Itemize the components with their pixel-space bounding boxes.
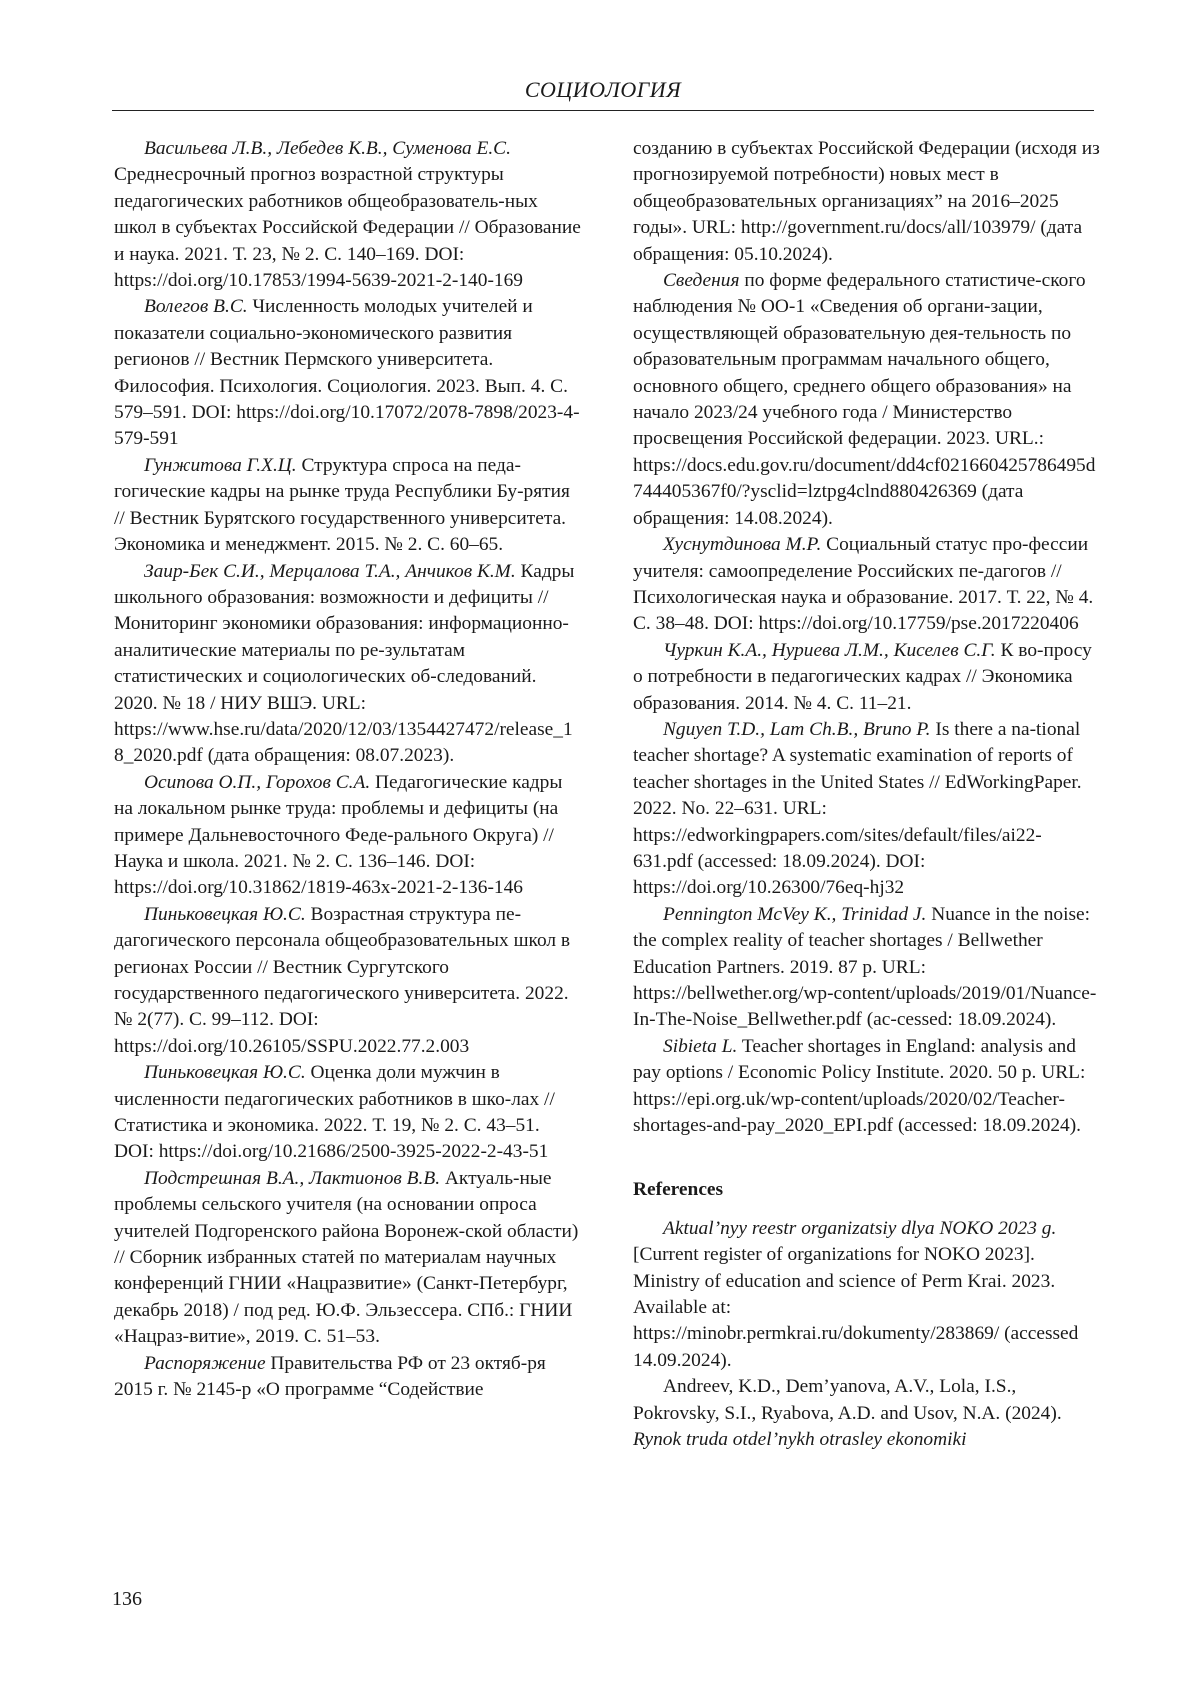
reference-text: созданию в субъектах Российской Федерации (исходя из прогнозируемой потребности) новых мест в общеобразовательных организациях” на 2016–2025 годы». URL: http://government.ru/docs/all/103979/ (дата обращения: 05.10.2024). [633,138,1100,265]
reference-entry [114,453,582,559]
reference-authors: Заир-Бек С.И., Мерцалова Т.А., Анчиков К.М. [144,561,516,582]
reference-entry [114,136,582,294]
header-rule [112,110,1094,111]
reference-title: Aktual’nyy reestr organizatsiy dlya NOKO 2023 g. [663,1218,1056,1239]
reference-text: Возрастная структура пе-дагогического персонала общеобразовательных школ в регионах России // Вестник Сургутского государственного педагогического университета. 2022. № 2(77). С. 99–112. DOI: https://doi.org/10.26105/SSPU.2022.77.2.003 [114,904,570,1057]
reference-authors: Васильева Л.В., Лебедев К.В., Суменова Е.С. [144,138,511,159]
reference-authors: Хуснутдинова М.Р. [663,534,821,555]
page-number: 136 [112,1586,142,1612]
left-column [114,136,582,1404]
journal-page [0,0,1200,1697]
reference-text: Структура спроса на педа-гогические кадры на рынке труда Республики Бу-рятия // Вестник Бурятского государственного университета. Экономика и менеджмент. 2015. № 2. С. 60–65. [114,455,570,555]
reference-text: К во-просу о потребности в педагогических кадрах // Экономика образования. 2014. № 4. С. 11–21. [633,640,1092,714]
reference-authors: Sibieta L. [663,1036,737,1057]
reference-entry [633,1216,1101,1374]
reference-entry [633,532,1101,638]
reference-authors: Подстрешная В.А., Лактионов В.В. [144,1168,440,1189]
reference-text: Правительства РФ от 23 октяб-ря 2015 г. № 2145-р «О программе “Содействие [114,1353,546,1400]
reference-authors: Гунжитова Г.Х.Ц. [144,455,297,476]
reference-entry [633,268,1101,532]
reference-text: Кадры школьного образования: возможности и дефициты // Мониторинг экономики образования: информационно-аналитические материалы по ре-зультатам статистических и социологических об-следований. 2020. № 18 / НИУ ВШЭ. URL: https://www.hse.ru/data/2020/12/03/1354427472/release_18_2020.pdf (дата обращения: 08.07.2023). [114,561,574,767]
reference-authors: Пиньковецкая Ю.С. [144,1062,306,1083]
references-heading: References [633,1177,1101,1203]
reference-text: по форме федерального статистиче-ского наблюдения № ОО-1 «Сведения об органи-зации, осуществляющей образовательную дея-тельность по образовательным программам начального общего, основного общего, среднего общего образования» на начало 2023/24 учебного года / Министерство просвещения Российской федерации. 2023. URL.: https://docs.edu.gov.ru/document/dd4cf021660425786495d744405367f0/?ysclid=lztpg4clnd880426369 (дата обращения: 14.08.2024). [633,270,1095,529]
reference-text: Andreev, K.D., Dem’yanova, A.V., Lola, I.S., Pokrovsky, S.I., Ryabova, A.D. and Usov, N.A. (2024). [633,1376,1062,1423]
reference-entry [114,294,582,452]
reference-entry [633,1374,1101,1453]
reference-text: Оценка доли мужчин в численности педагогических работников в шко-лах // Статистика и экономика. 2022. Т. 19, № 2. С. 43–51. DOI: https://doi.org/10.21686/2500-3925-2022-2-43-51 [114,1062,555,1162]
reference-entry [114,1351,582,1404]
reference-entry [633,902,1101,1034]
reference-title: Rynok truda otdel’nykh otrasley ekonomiki [633,1429,967,1450]
reference-entry [633,1034,1101,1140]
reference-text: [Current register of organizations for NOKO 2023]. Ministry of education and science of Perm Krai. 2023. Available at: https://minobr.permkrai.ru/dokumenty/283869/ (accessed 14.09.2024). [633,1244,1078,1371]
reference-entry [633,717,1101,902]
reference-authors: Волегов В.С. [144,296,248,317]
right-column [633,136,1101,1454]
reference-authors: Сведения [663,270,739,291]
reference-authors: Распоряжение [144,1353,266,1374]
reference-text: Среднесрочный прогноз возрастной структуры педагогических работников общеобразователь-ных школ в субъектах Российской Федерации // Образование и наука. 2021. Т. 23, № 2. С. 140–169. DOI: https://doi.org/10.17853/1994-5639-2021-2-140-169 [114,164,581,291]
reference-entry [114,1060,582,1166]
reference-authors: Чуркин К.А., Нуриева Л.М., Киселев С.Г. [663,640,996,661]
reference-entry-continued [633,136,1101,268]
running-title: СОЦИОЛОГИЯ [112,76,1094,104]
reference-authors: Пиньковецкая Ю.С. [144,904,306,925]
reference-entry [114,902,582,1060]
reference-authors: Pennington McVey K., Trinidad J. [663,904,926,925]
reference-entry [114,770,582,902]
reference-entry [633,638,1101,717]
reference-text: Актуаль-ные проблемы сельского учителя (на основании опроса учителей Подгоренского района Воронеж-ской области) // Сборник избранных статей по материалам научных конференций ГНИИ «Нацразвитие» (Санкт-Петербург, декабрь 2018) / под ред. Ю.Ф. Эльзессера. СПб.: ГНИИ «Нацраз-витие», 2019. С. 51–53. [114,1168,578,1347]
reference-authors: Nguyen T.D., Lam Ch.B., Bruno P. [663,719,931,740]
reference-text: Teacher shortages in England: analysis and pay options / Economic Policy Institute. 2020. 50 p. URL: https://epi.org.uk/wp-content/uploads/2020/02/Teacher-shortages-and-pay_2020_EPI.pdf (accessed: 18.09.2024). [633,1036,1085,1136]
reference-text: Педагогические кадры на локальном рынке труда: проблемы и дефициты (на примере Дальневосточного Феде-рального Округа) // Наука и школа. 2021. № 2. С. 136–146. DOI: https://doi.org/10.31862/1819-463x-2021-2-136-146 [114,772,562,899]
reference-authors: Осипова О.П., Горохов С.А. [144,772,370,793]
reference-text: Is there a na-tional teacher shortage? A systematic examination of reports of teacher shortages in the United States // EdWorkingPaper. 2022. No. 22–631. URL: https://edworkingpapers.com/sites/default/files/ai22-631.pdf (accessed: 18.09.2024). DOI: https://doi.org/10.26300/76eq-hj32 [633,719,1082,898]
reference-entry [114,559,582,770]
reference-entry [114,1166,582,1351]
reference-text: Nuance in the noise: the complex reality of teacher shortages / Bellwether Education Partners. 2019. 87 p. URL: https://bellwether.org/wp-content/uploads/2019/01/Nuance-In-The-Noise_Bellwether.pdf (ac-cessed: 18.09.2024). [633,904,1096,1031]
reference-text: Социальный статус про-фессии учителя: самоопределение Российских пе-дагогов // Психологическая наука и образование. 2017. Т. 22, № 4. С. 38–48. DOI: https://doi.org/10.17759/pse.2017220406 [633,534,1093,634]
reference-text: Численность молодых учителей и показатели социально-экономического развития регионов // Вестник Пермского университета. Философия. Психология. Социология. 2023. Вып. 4. С. 579–591. DOI: https://doi.org/10.17072/2078-7898/2023-4-579-591 [114,296,580,449]
